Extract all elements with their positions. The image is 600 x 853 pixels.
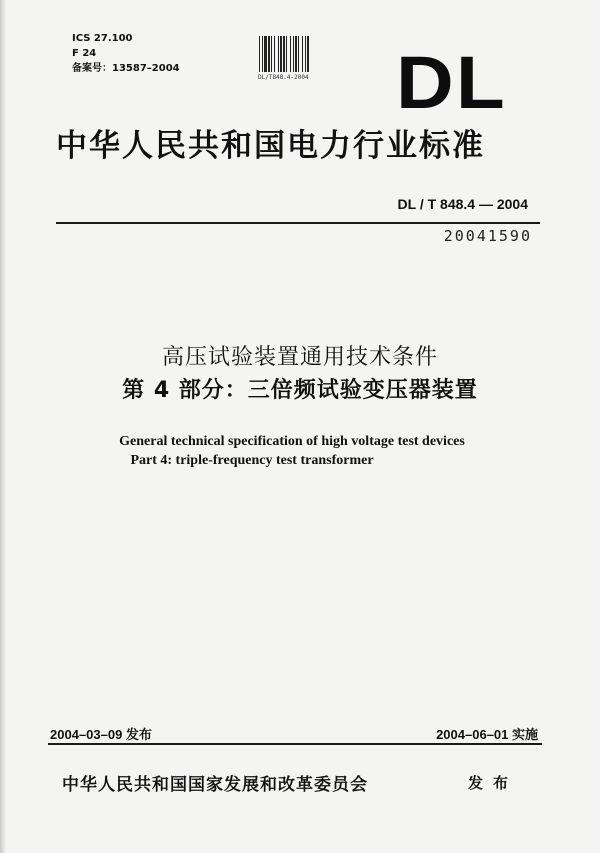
classification-block bbox=[72, 31, 180, 76]
record-number: 备案号：13587–2004 bbox=[72, 63, 180, 74]
issue-date: 2004–03–09 发布 bbox=[50, 727, 152, 742]
footer-divider bbox=[48, 743, 542, 745]
title-zh-line2: 第 4 部分：三倍频试验变压器装置 bbox=[122, 378, 478, 403]
title-en-line1: General technical specification of high voltage test devices bbox=[119, 434, 465, 449]
header-divider bbox=[56, 222, 540, 224]
classification-code: F 24 bbox=[72, 48, 97, 59]
issuing-authority: 中华人民共和国国家发展和改革委员会 bbox=[62, 775, 368, 795]
implementation-date: 2004–06–01 实施 bbox=[436, 727, 538, 742]
title-zh-line1: 高压试验装置通用技术条件 bbox=[161, 345, 438, 370]
scan-edge-shadow bbox=[0, 0, 6, 853]
stamp-number: 20041590 bbox=[443, 227, 532, 245]
standard-code: DL / T 848.4 — 2004 bbox=[397, 196, 528, 212]
title-en-line2: Part 4: triple-frequency test transformer bbox=[130, 453, 374, 468]
ics-code: ICS 27.100 bbox=[72, 33, 133, 44]
barcode-caption: DL/T848.4-2004 bbox=[258, 74, 309, 81]
org-title: 中华人民共和国电力行业标准 bbox=[56, 128, 485, 164]
publish-label: 发布 bbox=[468, 774, 519, 792]
dl-logo: DL bbox=[396, 41, 507, 124]
